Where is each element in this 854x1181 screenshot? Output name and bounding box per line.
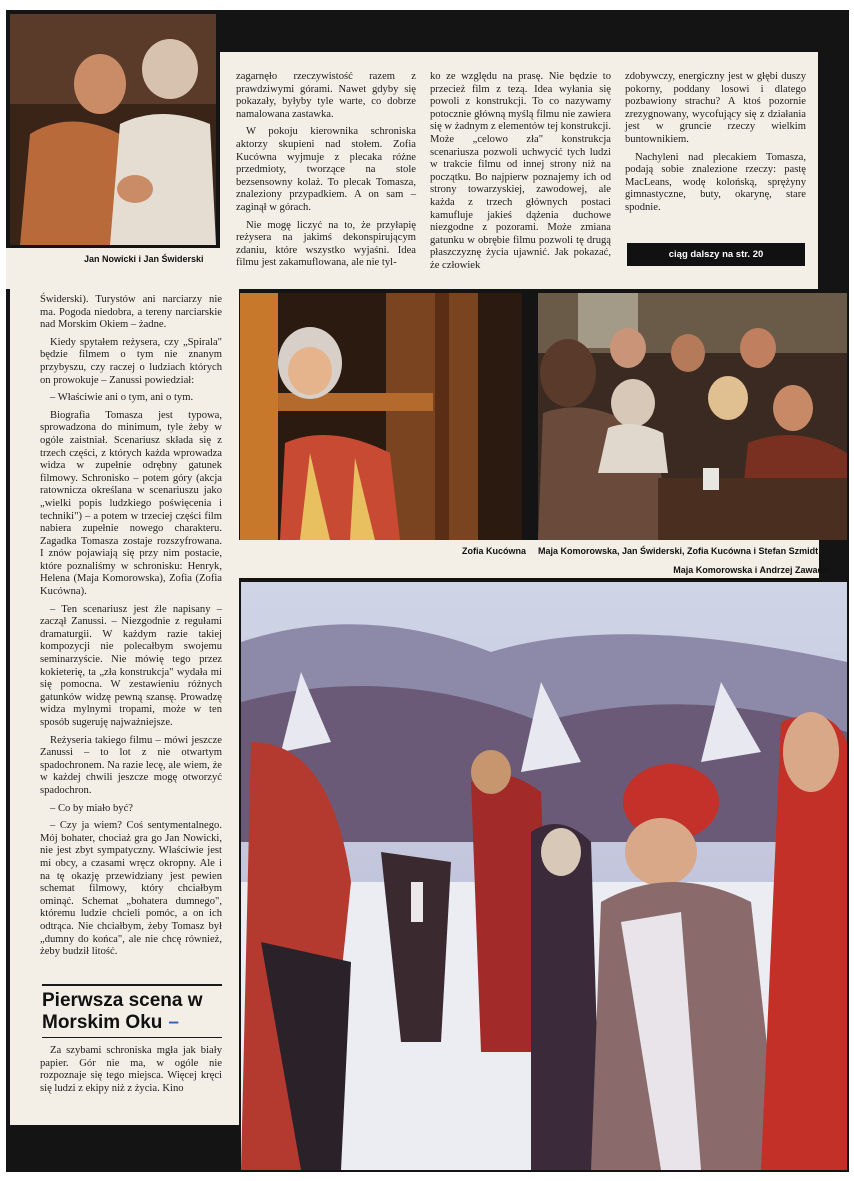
caption-top-left: Jan Nowicki i Jan Świderski bbox=[84, 254, 204, 264]
article-paragraph: Biografia Tomasza jest typowa, sprowadzona do minimum, tyle żeby w ogóle zaistniał. Scenariusz składa się z trzech części, z których każda wprowadza widza w zupełnie odrębny gatunek filmowy. Schronisko – potem góry (akcja ratownicza określana w scenariuszu jako „wielki popis ludzkiego poświęcenia i techniki") – a potem w trzeciej części film nabiera zupełnie nowego charakteru. Zagadka Tomasza zostaje rozszyfrowana. I znów pojawiają się przy nim postacie, które poznaliśmy w schronisku: Henryk, Helena (Maja Komorowska), Zofia (Zofia Kucówna). bbox=[40, 409, 222, 598]
article-column-2 bbox=[430, 71, 611, 278]
article-paragraph: – Czy ja wiem? Coś sentymentalnego. Mój bohater, chociaż gra go Jan Nowicki, nie jest zbyt sympatyczny. Właściwie jest mi obcy, a czasami wręcz okropny. Ale i na tę okazję przewidziany jest pewien schemat filmowy, który chciałbym ominąć. Schemat „bohatera dumnego", któremu ludzie chcieli pomóc, a on ich odtrąca. Nie chciałbym, żeby Tomasz był „dumny do końca", ale nie chcę również, żeby budził litość. bbox=[40, 820, 222, 958]
article-paragraph: W pokoju kierownika schroniska aktorzy skupieni nad stołem. Zofia Kucówna wyjmuje z plecaka różne przedmioty, tworzące na stole bezsensowny kolaż. To plecak Tomasza, znaleziony przypadkiem. A on sam – zaginął w górach. bbox=[236, 126, 416, 213]
article-paragraph: Nachyleni nad plecakiem Tomasza, podają sobie znalezione rzeczy: pastę MacLeans, wodę kolońską, sprężyny gimnastyczne, buty, okarynę, stare spodnie. bbox=[625, 151, 806, 213]
article-paragraph: Świderski). Turystów ani narciarzy nie ma. Pogoda niedobra, a tereny narciarskie nad Morskim Okiem – żadne. bbox=[40, 294, 222, 331]
article-bottom-paragraph bbox=[40, 1045, 222, 1100]
article-paragraph: Kiedy spytałem reżysera, czy „Spirala" będzie filmem o tym nie znanym przybyszu, czy raczej o ludziach których on prowokuje – Zanussi powiedział: bbox=[40, 336, 222, 386]
article-paragraph: zdobywczy, energiczny jest w głębi duszy pokorny, poddany losowi i dlatego pozbawiony strachu? A ktoś pozornie zrezygnowany, wycofujący się z działania jest w gruncie rzeczy wielkim buntownikiem. bbox=[625, 71, 806, 145]
article-paragraph: zagarnęło rzeczywistość razem z prawdziwymi górami. Nawet gdyby się pokazały, byłyby tyle warte, co dobrze namalowana zastawka. bbox=[236, 71, 416, 120]
article-paragraph: – Co by miało być? bbox=[50, 802, 133, 814]
caption-middle-photo: Zofia Kucówna bbox=[462, 546, 527, 556]
article-paragraph: Za szybami schroniska mgła jak biały papier. Gór nie ma, w ogóle nie rozpoznaje się tego miejsca. Więcej kręci się ludzi z ekipy niż z życia. Kino bbox=[40, 1045, 222, 1094]
article-paragraph: – Ten scenariusz jest źle napisany – zaczął Zanussi. – Niezgodnie z regułami dramaturgii. W każdym razie takiej kompozycji nie polecałbym swojemu seminarzyście. Nie mówię tego przez kokieterię, ta „zła konstrukcja" wydała mi się pomocna. W zestawieniu różnych gatunków widzę pewną szansę. Prowadzę widza mylnymi tropami, może w ten sposób sugeruję najważniejsze. bbox=[40, 603, 222, 728]
photo-kucowna bbox=[240, 293, 522, 540]
article-paragraph: Reżyseria takiego filmu – mówi jeszcze Zanussi – to lot z nie otwartym spadochronem. Na razie lecę, ale wiem, że w każdej chwili jeszcze mogę otworzyć spadochron. bbox=[40, 734, 222, 796]
article-paragraph: Nie mogę liczyć na to, że przyłapię reżysera na jakimś dekonspirującym zdaniu, które wszystko wyjaśni. Idea filmu jest zakamuflowana, ale nie tyl- bbox=[236, 219, 416, 269]
article-column-1 bbox=[236, 71, 416, 275]
article-paragraph: ko ze względu na prasę. Nie będzie to przecież film z tezą. Idea wyłania się powoli z konstrukcji. To co nazywamy potocznie główną myślą filmu nie zawiera się w żadnym z elementów tej konstrukcji. Może „celowo zła" konstrukcja scenariusza pozwoli uchwycić tych ludzi w trakcie filmu od innej strony niż na początku. Bo najpierw poznajemy ich od strony towarzyskiej, zawodowej, ale każda z trzech głównych postaci kamufluje jakieś dążenia duchowe niezgodne z pozorami. Może zmiana gatunku w obrębie filmu pozwoli tę drugą płaszczyznę życia ujawnić. Jak pokazać, że człowiek bbox=[430, 71, 611, 271]
photo-nowicki-swiderski bbox=[10, 14, 216, 245]
section-heading bbox=[42, 984, 222, 1038]
continued-box: ciąg dalszy na str. 20 bbox=[627, 243, 805, 266]
section-heading-text: Pierwsza scena w Morskim Oku bbox=[42, 990, 203, 1033]
caption-big-photo: Maja Komorowska i Andrzej Zawada bbox=[673, 565, 828, 575]
article-left-column bbox=[40, 294, 222, 964]
caption-right-photo: Maja Komorowska, Jan Świderski, Zofia Kucówna i Stefan Szmidt bbox=[538, 546, 819, 556]
photo-mountain-rescue bbox=[241, 582, 847, 1170]
article-paragraph: – Właściwie ani o tym, ani o tym. bbox=[50, 392, 194, 404]
heading-mark: – bbox=[168, 1012, 179, 1033]
photo-group-table bbox=[538, 293, 847, 540]
article-column-3 bbox=[625, 71, 806, 220]
